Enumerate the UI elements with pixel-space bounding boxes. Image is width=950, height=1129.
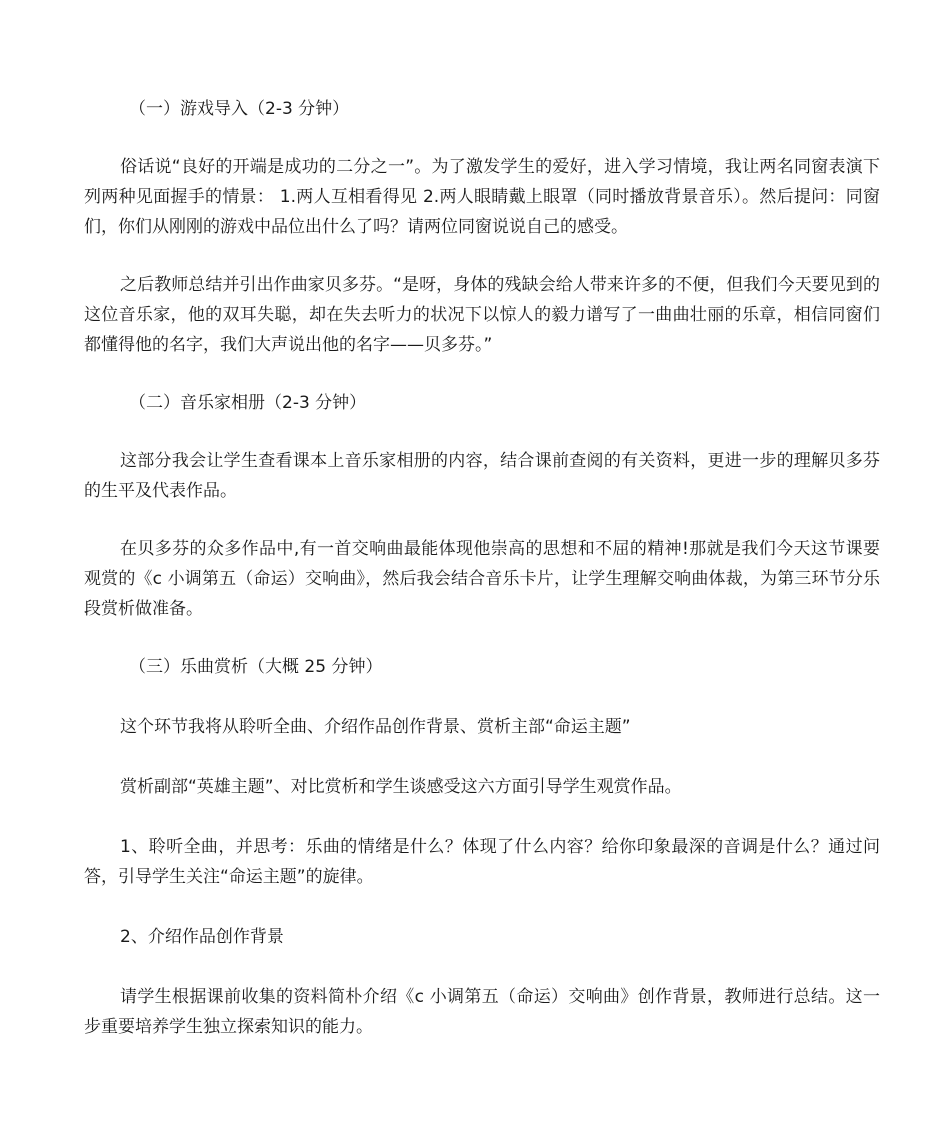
paragraph-step-listen: 1、聆听全曲，并思考：乐曲的情绪是什么？体现了什么内容？给你印象最深的音调是什么？通过问答，引导学生关注“命运主题”的旋律。 — [84, 837, 880, 887]
section-heading-music-appreciation: （三）乐曲赏析（大概 25 分钟） — [129, 657, 383, 677]
paragraph-teacher-summary: 之后教师总结并引出作曲家贝多芬。“是呀，身体的残缺会给人带来许多的不便，但我们今天要见到的这位音乐家，他的双耳失聪，却在失去听力的状况下以惊人的毅力谱写了一曲曲壮丽的乐章，相信同窗们都懂得他的名字，我们大声说出他的名字——贝多芬。” — [84, 275, 880, 355]
paragraph-appreciation-aspects: 赏析副部“英雄主题”、对比赏析和学生谈感受这六方面引导学生观赏作品。 — [120, 777, 682, 797]
document-body — [84, 94, 880, 1042]
paragraph-step-background: 2、介绍作品创作背景 — [120, 927, 284, 947]
paragraph-symphony-intro: 在贝多芬的众多作品中,有一首交响曲最能体现他崇高的思想和不屈的精神!那就是我们今天这节课要观赏的《c 小调第五（命运）交响曲》，然后我会结合音乐卡片，让学生理解交响曲体裁，为第三环节分乐段赏析做准备。 — [84, 539, 880, 619]
section-heading-game-intro: （一）游戏导入（2-3 分钟） — [129, 99, 350, 119]
section-heading-musician-album: （二）音乐家相册（2-3 分钟） — [129, 393, 367, 413]
paragraph-game-intro: 俗话说“良好的开端是成功的二分之一”。为了激发学生的爱好，进入学习情境，我让两名同窗表演下列两种见面握手的情景： 1.两人互相看得见 2.两人眼睛戴上眼罩（同时播放背景音乐）。然后提问：同窗们，你们从刚刚的游戏中品位出什么了吗？请两位同窗说说自己的感受。 — [84, 157, 880, 237]
paragraph-musician-album: 这部分我会让学生查看课本上音乐家相册的内容，结合课前查阅的有关资料，更进一步的理解贝多芬的生平及代表作品。 — [84, 451, 880, 501]
paragraph-appreciation-overview: 这个环节我将从聆听全曲、介绍作品创作背景、赏析主部“命运主题” — [120, 717, 631, 737]
paragraph-background-detail: 请学生根据课前收集的资料简朴介绍《c 小调第五（命运）交响曲》创作背景，教师进行总结。这一步重要培养学生独立探索知识的能力。 — [84, 987, 880, 1037]
